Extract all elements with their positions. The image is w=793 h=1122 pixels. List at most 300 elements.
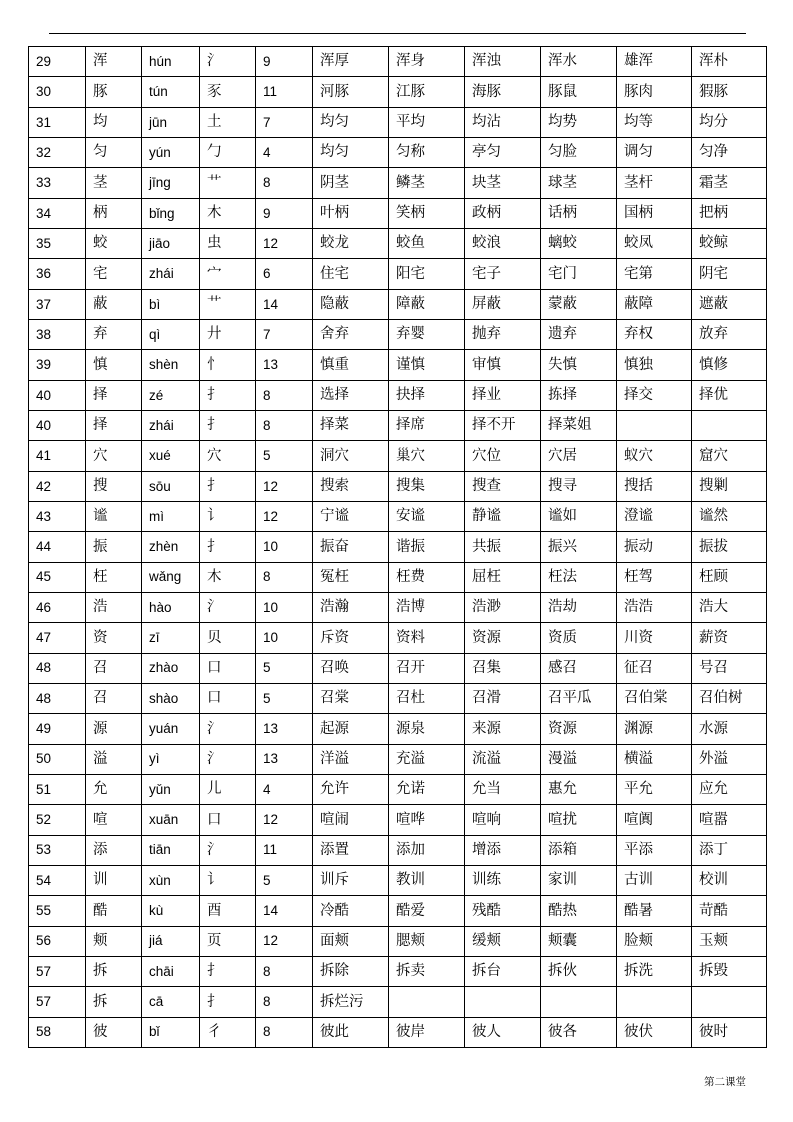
radical-cell: 氵 — [200, 744, 256, 774]
word-cell: 鳞茎 — [389, 168, 465, 198]
word-cell: 酷暑 — [617, 896, 692, 926]
table-row — [29, 623, 767, 653]
radical-cell: 氵 — [200, 592, 256, 622]
word-cell: 海豚 — [465, 77, 541, 107]
word-cell: 调匀 — [617, 137, 692, 167]
word-cell: 号召 — [692, 653, 767, 683]
word-cell: 惠允 — [541, 774, 617, 804]
row-number: 33 — [29, 168, 86, 198]
word-cell: 冤枉 — [313, 562, 389, 592]
word-cell — [617, 410, 692, 440]
pinyin-cell: yì — [142, 744, 200, 774]
word-cell: 放弃 — [692, 319, 767, 349]
character-cell: 训 — [86, 865, 142, 895]
word-cell: 资源 — [541, 714, 617, 744]
word-cell: 渊源 — [617, 714, 692, 744]
word-cell: 浩渺 — [465, 592, 541, 622]
word-cell — [617, 987, 692, 1017]
word-cell: 慎独 — [617, 350, 692, 380]
table-row — [29, 168, 767, 198]
character-cell: 枉 — [86, 562, 142, 592]
word-cell: 宅第 — [617, 259, 692, 289]
word-cell: 豚肉 — [617, 77, 692, 107]
word-cell: 流溢 — [465, 744, 541, 774]
stroke-count-cell: 8 — [256, 380, 313, 410]
character-cell: 搜 — [86, 471, 142, 501]
character-cell: 择 — [86, 410, 142, 440]
word-cell: 资料 — [389, 623, 465, 653]
word-cell: 蛟鱼 — [389, 228, 465, 258]
stroke-count-cell: 7 — [256, 107, 313, 137]
character-cell: 浑 — [86, 47, 142, 77]
word-cell: 允许 — [313, 774, 389, 804]
character-cell: 宅 — [86, 259, 142, 289]
row-number: 57 — [29, 956, 86, 986]
word-cell: 喧扰 — [541, 805, 617, 835]
row-number: 36 — [29, 259, 86, 289]
radical-cell: 口 — [200, 805, 256, 835]
word-cell: 浩瀚 — [313, 592, 389, 622]
word-cell: 浩博 — [389, 592, 465, 622]
row-number: 35 — [29, 228, 86, 258]
radical-cell: 土 — [200, 107, 256, 137]
word-cell: 枉顾 — [692, 562, 767, 592]
word-cell: 彼伏 — [617, 1017, 692, 1047]
word-cell: 拆烂污 — [313, 987, 389, 1017]
table-row — [29, 774, 767, 804]
word-cell: 资源 — [465, 623, 541, 653]
word-cell: 住宅 — [313, 259, 389, 289]
word-cell: 搜索 — [313, 471, 389, 501]
pinyin-cell: tiān — [142, 835, 200, 865]
word-cell: 河豚 — [313, 77, 389, 107]
table-row — [29, 137, 767, 167]
stroke-count-cell: 4 — [256, 774, 313, 804]
word-cell: 添置 — [313, 835, 389, 865]
word-cell: 穴居 — [541, 441, 617, 471]
radical-cell: 廾 — [200, 319, 256, 349]
word-cell: 均匀 — [313, 107, 389, 137]
word-cell: 抛弃 — [465, 319, 541, 349]
table-row — [29, 441, 767, 471]
row-number: 38 — [29, 319, 86, 349]
word-cell: 搜查 — [465, 471, 541, 501]
pinyin-cell: zhèn — [142, 532, 200, 562]
pinyin-cell: chāi — [142, 956, 200, 986]
word-cell: 喧嚣 — [692, 805, 767, 835]
vocabulary-table — [28, 46, 767, 1048]
word-cell: 漫溢 — [541, 744, 617, 774]
table-row — [29, 744, 767, 774]
word-cell: 谧然 — [692, 501, 767, 531]
word-cell: 共振 — [465, 532, 541, 562]
word-cell: 冷酷 — [313, 896, 389, 926]
radical-cell: 虫 — [200, 228, 256, 258]
word-cell: 振动 — [617, 532, 692, 562]
table-row — [29, 501, 767, 531]
stroke-count-cell: 12 — [256, 471, 313, 501]
word-cell: 蒙蔽 — [541, 289, 617, 319]
stroke-count-cell: 11 — [256, 835, 313, 865]
word-cell — [541, 987, 617, 1017]
word-cell: 振奋 — [313, 532, 389, 562]
character-cell: 弃 — [86, 319, 142, 349]
stroke-count-cell: 11 — [256, 77, 313, 107]
stroke-count-cell: 10 — [256, 623, 313, 653]
row-number: 42 — [29, 471, 86, 501]
row-number: 52 — [29, 805, 86, 835]
word-cell: 水源 — [692, 714, 767, 744]
word-cell: 喧阗 — [617, 805, 692, 835]
word-cell — [389, 987, 465, 1017]
word-cell: 浑水 — [541, 47, 617, 77]
word-cell: 窟穴 — [692, 441, 767, 471]
word-cell: 遮蔽 — [692, 289, 767, 319]
character-cell: 蔽 — [86, 289, 142, 319]
word-cell: 喧哗 — [389, 805, 465, 835]
word-cell: 屈枉 — [465, 562, 541, 592]
word-cell: 慎重 — [313, 350, 389, 380]
word-cell: 审慎 — [465, 350, 541, 380]
pinyin-cell: jīng — [142, 168, 200, 198]
pinyin-cell: bǐ — [142, 1017, 200, 1047]
character-cell: 茎 — [86, 168, 142, 198]
word-cell: 谧如 — [541, 501, 617, 531]
radical-cell: 豕 — [200, 77, 256, 107]
row-number: 55 — [29, 896, 86, 926]
radical-cell: 彳 — [200, 1017, 256, 1047]
character-cell: 浩 — [86, 592, 142, 622]
word-cell: 笑柄 — [389, 198, 465, 228]
row-number: 34 — [29, 198, 86, 228]
word-cell: 螭蛟 — [541, 228, 617, 258]
radical-cell: 扌 — [200, 410, 256, 440]
stroke-count-cell: 8 — [256, 410, 313, 440]
table-row — [29, 410, 767, 440]
word-cell: 巢穴 — [389, 441, 465, 471]
pinyin-cell: shào — [142, 683, 200, 713]
pinyin-cell: bǐng — [142, 198, 200, 228]
word-cell: 添箱 — [541, 835, 617, 865]
word-cell: 彼时 — [692, 1017, 767, 1047]
stroke-count-cell: 10 — [256, 532, 313, 562]
table-row — [29, 350, 767, 380]
word-cell: 择不开 — [465, 410, 541, 440]
word-cell: 宅子 — [465, 259, 541, 289]
radical-cell: 扌 — [200, 471, 256, 501]
table-row — [29, 714, 767, 744]
character-cell: 谧 — [86, 501, 142, 531]
stroke-count-cell: 5 — [256, 683, 313, 713]
pinyin-cell: yún — [142, 137, 200, 167]
character-cell: 蛟 — [86, 228, 142, 258]
word-cell: 资质 — [541, 623, 617, 653]
stroke-count-cell: 14 — [256, 289, 313, 319]
word-cell: 洋溢 — [313, 744, 389, 774]
radical-cell: 儿 — [200, 774, 256, 804]
word-cell: 匀净 — [692, 137, 767, 167]
table-row — [29, 319, 767, 349]
word-cell: 抉择 — [389, 380, 465, 410]
table-row — [29, 835, 767, 865]
radical-cell: 氵 — [200, 714, 256, 744]
word-cell: 慎修 — [692, 350, 767, 380]
word-cell: 苛酷 — [692, 896, 767, 926]
table-row — [29, 1017, 767, 1047]
character-cell: 慎 — [86, 350, 142, 380]
word-cell: 叶柄 — [313, 198, 389, 228]
pinyin-cell: hún — [142, 47, 200, 77]
stroke-count-cell: 13 — [256, 744, 313, 774]
word-cell: 振兴 — [541, 532, 617, 562]
pinyin-cell: cā — [142, 987, 200, 1017]
word-cell: 失慎 — [541, 350, 617, 380]
pinyin-cell: shèn — [142, 350, 200, 380]
character-cell: 添 — [86, 835, 142, 865]
table-row — [29, 805, 767, 835]
row-number: 50 — [29, 744, 86, 774]
word-cell: 蛟鲸 — [692, 228, 767, 258]
table-row — [29, 896, 767, 926]
word-cell: 召杜 — [389, 683, 465, 713]
word-cell: 平均 — [389, 107, 465, 137]
word-cell: 允当 — [465, 774, 541, 804]
pinyin-cell: zī — [142, 623, 200, 653]
character-cell: 资 — [86, 623, 142, 653]
word-cell: 拆卖 — [389, 956, 465, 986]
stroke-count-cell: 8 — [256, 956, 313, 986]
word-cell: 教训 — [389, 865, 465, 895]
word-cell — [692, 987, 767, 1017]
word-cell: 蚁穴 — [617, 441, 692, 471]
table-row — [29, 471, 767, 501]
word-cell: 浩大 — [692, 592, 767, 622]
stroke-count-cell: 12 — [256, 805, 313, 835]
pinyin-cell: jiāo — [142, 228, 200, 258]
word-cell: 屏蔽 — [465, 289, 541, 319]
word-cell: 谐振 — [389, 532, 465, 562]
word-cell: 安谧 — [389, 501, 465, 531]
pinyin-cell: hào — [142, 592, 200, 622]
radical-cell: 酉 — [200, 896, 256, 926]
word-cell: 舍弃 — [313, 319, 389, 349]
row-number: 57 — [29, 987, 86, 1017]
word-cell: 允诺 — [389, 774, 465, 804]
stroke-count-cell: 5 — [256, 653, 313, 683]
word-cell: 蔽障 — [617, 289, 692, 319]
word-cell: 斥资 — [313, 623, 389, 653]
word-cell: 平添 — [617, 835, 692, 865]
stroke-count-cell: 14 — [256, 896, 313, 926]
word-cell: 遗弃 — [541, 319, 617, 349]
word-cell: 阴宅 — [692, 259, 767, 289]
word-cell: 均势 — [541, 107, 617, 137]
word-cell: 障蔽 — [389, 289, 465, 319]
row-number: 49 — [29, 714, 86, 744]
word-cell: 择菜姐 — [541, 410, 617, 440]
stroke-count-cell: 5 — [256, 441, 313, 471]
word-cell: 均分 — [692, 107, 767, 137]
word-cell: 均等 — [617, 107, 692, 137]
radical-cell: 讠 — [200, 865, 256, 895]
table-row — [29, 198, 767, 228]
table-body — [29, 47, 767, 1048]
table-row — [29, 532, 767, 562]
word-cell: 猳豚 — [692, 77, 767, 107]
word-cell: 隐蔽 — [313, 289, 389, 319]
pinyin-cell: zhào — [142, 653, 200, 683]
table-row — [29, 926, 767, 956]
word-cell: 枉驾 — [617, 562, 692, 592]
stroke-count-cell: 6 — [256, 259, 313, 289]
word-cell: 宅门 — [541, 259, 617, 289]
word-cell: 澄谧 — [617, 501, 692, 531]
word-cell: 霜茎 — [692, 168, 767, 198]
pinyin-cell: kù — [142, 896, 200, 926]
character-cell: 均 — [86, 107, 142, 137]
table-row — [29, 47, 767, 77]
word-cell: 添加 — [389, 835, 465, 865]
word-cell: 阳宅 — [389, 259, 465, 289]
word-cell: 择交 — [617, 380, 692, 410]
table-row — [29, 683, 767, 713]
word-cell: 缓颊 — [465, 926, 541, 956]
word-cell: 横溢 — [617, 744, 692, 774]
character-cell: 溢 — [86, 744, 142, 774]
word-cell: 家训 — [541, 865, 617, 895]
word-cell: 拆洗 — [617, 956, 692, 986]
row-number: 51 — [29, 774, 86, 804]
stroke-count-cell: 12 — [256, 926, 313, 956]
character-cell: 召 — [86, 683, 142, 713]
word-cell: 拆毁 — [692, 956, 767, 986]
word-cell: 来源 — [465, 714, 541, 744]
radical-cell: 扌 — [200, 532, 256, 562]
character-cell: 允 — [86, 774, 142, 804]
word-cell: 平允 — [617, 774, 692, 804]
character-cell: 源 — [86, 714, 142, 744]
character-cell: 择 — [86, 380, 142, 410]
word-cell: 酷爱 — [389, 896, 465, 926]
word-cell: 拆伙 — [541, 956, 617, 986]
stroke-count-cell: 12 — [256, 501, 313, 531]
row-number: 56 — [29, 926, 86, 956]
character-cell: 柄 — [86, 198, 142, 228]
row-number: 41 — [29, 441, 86, 471]
word-cell: 浑身 — [389, 47, 465, 77]
word-cell: 振拔 — [692, 532, 767, 562]
row-number: 29 — [29, 47, 86, 77]
word-cell: 起源 — [313, 714, 389, 744]
radical-cell: 贝 — [200, 623, 256, 653]
row-number: 32 — [29, 137, 86, 167]
stroke-count-cell: 10 — [256, 592, 313, 622]
table-row — [29, 289, 767, 319]
radical-cell: 氵 — [200, 835, 256, 865]
radical-cell: 讠 — [200, 501, 256, 531]
word-cell: 古训 — [617, 865, 692, 895]
row-number: 54 — [29, 865, 86, 895]
word-cell: 穴位 — [465, 441, 541, 471]
row-number: 53 — [29, 835, 86, 865]
word-cell: 添丁 — [692, 835, 767, 865]
word-cell: 应允 — [692, 774, 767, 804]
pinyin-cell: tún — [142, 77, 200, 107]
word-cell: 喧响 — [465, 805, 541, 835]
word-cell: 召唤 — [313, 653, 389, 683]
character-cell: 振 — [86, 532, 142, 562]
radical-cell: 口 — [200, 653, 256, 683]
word-cell: 召伯树 — [692, 683, 767, 713]
word-cell: 腮颊 — [389, 926, 465, 956]
word-cell: 召棠 — [313, 683, 389, 713]
pinyin-cell: mì — [142, 501, 200, 531]
pinyin-cell: zé — [142, 380, 200, 410]
pinyin-cell: xué — [142, 441, 200, 471]
word-cell: 搜剿 — [692, 471, 767, 501]
stroke-count-cell: 9 — [256, 47, 313, 77]
word-cell: 把柄 — [692, 198, 767, 228]
word-cell: 彼各 — [541, 1017, 617, 1047]
word-cell: 浑厚 — [313, 47, 389, 77]
word-cell: 浑浊 — [465, 47, 541, 77]
stroke-count-cell: 4 — [256, 137, 313, 167]
stroke-count-cell: 7 — [256, 319, 313, 349]
table-row — [29, 562, 767, 592]
table-row — [29, 228, 767, 258]
row-number: 58 — [29, 1017, 86, 1047]
word-cell: 召开 — [389, 653, 465, 683]
word-cell: 搜寻 — [541, 471, 617, 501]
word-cell: 择席 — [389, 410, 465, 440]
pinyin-cell: yǔn — [142, 774, 200, 804]
word-cell: 浩劫 — [541, 592, 617, 622]
row-number: 39 — [29, 350, 86, 380]
word-cell: 残酷 — [465, 896, 541, 926]
word-cell: 蛟浪 — [465, 228, 541, 258]
stroke-count-cell: 8 — [256, 987, 313, 1017]
word-cell: 静谧 — [465, 501, 541, 531]
row-number: 40 — [29, 410, 86, 440]
word-cell: 召集 — [465, 653, 541, 683]
word-cell: 彼岸 — [389, 1017, 465, 1047]
word-cell: 择优 — [692, 380, 767, 410]
pinyin-cell: bì — [142, 289, 200, 319]
pinyin-cell: jūn — [142, 107, 200, 137]
character-cell: 喧 — [86, 805, 142, 835]
word-cell: 搜括 — [617, 471, 692, 501]
word-cell: 召滑 — [465, 683, 541, 713]
word-cell: 薪资 — [692, 623, 767, 653]
word-cell: 洞穴 — [313, 441, 389, 471]
word-cell: 蛟凤 — [617, 228, 692, 258]
word-cell: 拆除 — [313, 956, 389, 986]
word-cell: 面颊 — [313, 926, 389, 956]
table-row — [29, 653, 767, 683]
radical-cell: 口 — [200, 683, 256, 713]
row-number: 48 — [29, 683, 86, 713]
radical-cell: 木 — [200, 198, 256, 228]
row-number: 31 — [29, 107, 86, 137]
word-cell: 茎杆 — [617, 168, 692, 198]
pinyin-cell: jiá — [142, 926, 200, 956]
word-cell: 谨慎 — [389, 350, 465, 380]
word-cell: 均匀 — [313, 137, 389, 167]
character-cell: 匀 — [86, 137, 142, 167]
word-cell: 酷热 — [541, 896, 617, 926]
word-cell: 训斥 — [313, 865, 389, 895]
radical-cell: 穴 — [200, 441, 256, 471]
